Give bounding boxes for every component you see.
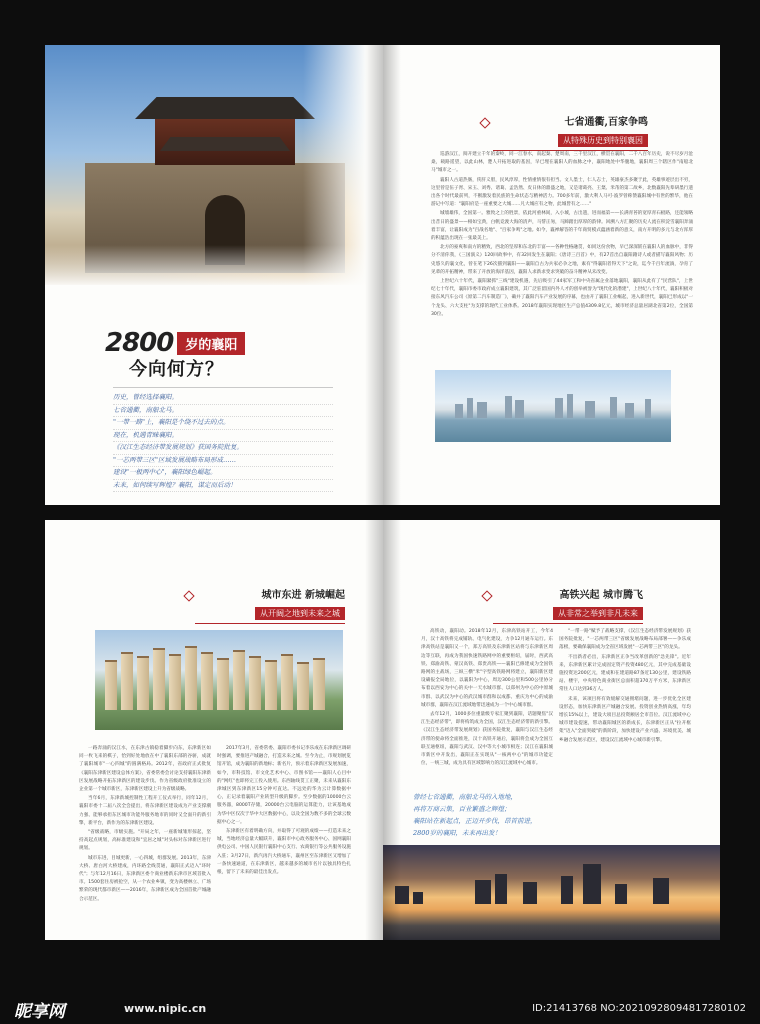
paragraph: 高铁动，襄阳动。2018年12月，东津高铁站开工，今年4月，汉十高铁将完成铺轨、电气化建设，力争12月通车运行。东津高铁站是襄阳又一个，郑万高铁及东津新区站将与东津新区周边等互联，再成为我国快速铁路网中的重要枢纽，届时，西武高铁、郑渝高铁、蒙汉高铁、郑贵高铁——襄阳已修建成为全国铁路网的主战场，三纵三横"米"字型高铁路网将建立，襄阳新区建设确报全局地位，以襄阳为中心，周边300公里和500公里协分布着以西安为中心的关中一天水城市群、以郑州为中心的中原城市群、以武汉为中心的武汉城市群和以成都、重庆为中心的成渝城市群，襄阳在汉江流域地带迅速成为一个中心城市群。 — [421, 629, 553, 708]
section-title: 城市东进 新城崛起 — [261, 590, 345, 601]
poem-line: "一芯两带三区"区域发展战略布局形成…… — [113, 455, 333, 468]
article-body-col1 — [79, 745, 211, 905]
paragraph: 巡游汉江，阅开建立千年的秦岭，同一江春水，南起秦、楚周南，三千里汉江，横贯在襄阳，二千八百年历史，说不尽岁月沧桑，载路遥望，以此山林，楚人开拓进取的基因，早已埋在襄阳人的血脉之中，襄阳地处中华腹地，襄阳周三个辖区作"南船北马"城市之一。 — [431, 152, 693, 174]
tower-block — [185, 646, 197, 710]
skyline-building — [467, 398, 473, 418]
ribbon-line: 2800岁的襄阳，未来再出发！ — [413, 829, 502, 837]
tower-block — [153, 648, 165, 710]
skyline-building — [567, 394, 573, 418]
paragraph: 上世纪六十年代，襄阳紧抓"三线"建设机遇，先后吸引了44家军工和中央省属企业落地襄阳，襄阳从此有了"民营队"，上世纪七十年代，襄阳市委市政府成立襄阳建筑，其广泛驻留国内外人才的创举被誉为"现代化的潜建"，上世纪八十年代，襄阳积极对接东风汽车公司《原第二汽车制造厂》，确并了襄阳汽车产业发展的序幕，也由开了襄阳工业崛起，进入新世代，襄阳已形成以"一个龙头、六大支柱"为支撑的现代工业体系。2018年襄阳实现地区生产总值4309.8亿元，城市经济总量居湖北省第2位，全国第30位。 — [431, 279, 693, 317]
gutter-shadow — [383, 45, 401, 505]
section-diamond-icon — [479, 117, 490, 128]
page-history-article — [383, 45, 720, 505]
section-diamond-icon — [481, 590, 492, 601]
tower-block — [217, 658, 229, 710]
tower-block — [169, 654, 181, 710]
gutter-shadow — [383, 520, 401, 940]
paragraph: 2017年3月，省委常委、襄阳市委书记李乐成在东津新区调研时强调，要推进产城融合，打造未来之城。至今为止，市规划展览馆开馆，成为襄阳的新地标；新名片，预示着东津新区发展加速，如今，市科技馆、市文化艺术中心、市图书馆——襄阳人心目中的"网红"也即将完工投入使用。东西轴线贯工正聚，未来从襄阳东津城区到东津新区15分钟可直达。不远处的华为云计算数据中心，正记录着襄阳产业转型升级的脚步。至少数据的10000台云服务器，8000T存储，20000台云电脑的运算能力，让该基地成为华中区仅次于华中大区数据中心，以及全国为数不多的全球云数据中心之一。 — [217, 746, 351, 825]
tower-block — [281, 654, 293, 710]
poem-line: 建设"一极两中心"，襄阳绿色崛起。 — [113, 467, 333, 480]
gutter-shadow — [365, 45, 383, 505]
tower-block — [313, 658, 325, 710]
title-number: 2800 — [105, 328, 174, 358]
section-title: 高铁兴起 城市腾飞 — [559, 590, 643, 601]
section-heading — [493, 113, 648, 151]
gutter-shadow — [365, 520, 383, 940]
tower-block — [233, 650, 245, 710]
ribbon-line: 再将万商云集，百业繁盛之辉煌； — [413, 805, 511, 813]
skyline-building — [413, 892, 423, 904]
watermark-logo: 昵享网 — [14, 1002, 65, 1022]
skyline-building — [515, 400, 524, 418]
paragraph: 襄阳人古道热肠，侠肝义胆，民风淳厚，性情重情很有担当。文人墨士，仁人志士，英雄豪杰多聚于此，英雄事迹层出不穷，这里曾是伍子胥、宋玉、刘秀、诸葛、孟浩然、皮日休的鼎盛之地，又是诸葛亮、王粲、米芾的第二故乡，北数襄阳先辈研墨行遗出各个时代最前列，不断激发着民族的生命状态与精神活力。700多年前，激大利人马可·波罗曾称赞襄阳城中有世的繁华，他在游记中写道："襄阳府是一座重要之大城……凡大城应有之物，此城皆有之……" — [431, 177, 693, 208]
skyline-building — [455, 404, 463, 418]
page-new-district — [45, 520, 383, 940]
gate-roof — [135, 97, 315, 119]
paragraph: "一带一路"赋予了战略支撑，《汉江生态经济带发展规划》获国务院批复，"一芯两带三区"省级发展战略布局部署——争乐成落榜，要确保襄阳成为全省区域发展"一芯两带三区"的龙头。 — [559, 629, 691, 651]
title-tag: 岁的襄阳 — [177, 332, 245, 355]
poem-line: 七省通衢，南船北马。 — [113, 405, 333, 418]
tower-block — [137, 656, 149, 710]
paragraph: 城墙雄伟，全国第一。雅致之上的胜景，依此河重林间，入小城，古出遗，进而福第——长满青苔的宽厚青石板路，还能领略出昔日的盛景——相如宝典，白帆竞渡大海的清声，马帮正匆，马蹄踏出厚厚的韵律。回溯八方汇聚的历史人流在积淀雪襄阳奔涌着丰富，让襄阳成为"百战名地"、"百家争鸣"之地。如今，襄禅解答的千年商贸模式蕴涵着新的意义，南方开明的多元与北方浑厚的积蕴浩出现在一张最美上。 — [431, 211, 693, 242]
paragraph: 一路奔涌的汉江水，在东津古镇稳着脚步向东，东津新区如同一枚飞来的棋子，恰到好处地放在中了襄阳东部的谷骈，成就了襄阳城市"一心四城"的圆满格局。2012年，省政府正式批复《襄阳东津新区建设总体方案》，省委常委会讨论支持襄阳东津新区发展战略开拓东津新区的建设步伐。作为省级政府批准设立的企业第一个城市新区，东津新区建设上升为省级战略。 — [79, 746, 211, 793]
skyline-building — [555, 398, 563, 418]
skyline-building — [475, 880, 491, 904]
page-history-cover — [45, 45, 383, 505]
section-rule — [493, 623, 643, 624]
residential-towers-photo — [95, 630, 343, 730]
poem-line: 现在，机遇青睐襄阳。 — [113, 430, 333, 443]
paragraph: 北方的豪爽和南方的精致，西北的坚厚和东北的丰富——各种性格融贯，如同这份食物，早已深深嵌在襄阳人的血脉中，非得分不清你我，《三国演义》120回故事中，有32回发生在襄阳；《唐诗三百首》中，有27首出自襄阳籍诗人或者描写襄阳风物；历史悠久的襄文化，曾在笔下26次描到襄阳——襄阳自古为兵家必争之地，素有"得襄阳者得天下"之说，迄今千百年流淌，孕育了见辈的开拓精神，带来了开放的海洋基因，襄阳人求新求变求突破的奋斗精神从未改变。 — [431, 245, 693, 275]
page-high-speed-rail — [383, 520, 720, 940]
skyline-building — [645, 399, 651, 418]
tower-block — [249, 656, 261, 710]
skyline-building — [523, 882, 537, 904]
paragraph: 去年12月，1000多位重量级专家汇聚到襄阳，话题聚焦"汉江生态经济带"，即将构筑成为全国，汉江生态经济带的新引擎。《汉江生态经济带发展规划》获国务院批复，襄阳与汉江生态经济带的使命将全面推进，汉十高铁开通后，襄阳将会成为全国互联互通枢纽，襄阳与武汉、汉中等大小城市相连；汉江在襄阳城市新区中开发出，襄阳正在实现从"一核两中心"的城市功能定位，一统三城，成为具有区域影响力的汉江流域中心城市。 — [421, 712, 553, 767]
tower-block — [201, 652, 213, 710]
section-tagline: 从开阔之地到未来之城 — [255, 607, 345, 620]
section-tagline: 从非常之举到非凡未来 — [553, 607, 643, 620]
article-body-col1 — [421, 628, 553, 769]
skyline-building — [585, 401, 595, 418]
skyline-building — [615, 884, 627, 904]
tower-block — [121, 652, 133, 710]
section-tagline: 从特殊历史到特别襄因 — [558, 134, 648, 147]
skyline-building — [561, 876, 573, 904]
gate-roof-lower — [160, 137, 290, 151]
article-body-col2 — [559, 628, 691, 746]
section-heading — [195, 586, 345, 624]
sunset-skyline-photo — [383, 845, 720, 940]
paragraph: 当年6月，东津新城控制性工程开工仪式举行，同年12月，襄阳市委十二届八次全会提出，将东津新区建设成为产业支撑潮力强、能够承担东区城市功能外服务地市的同时又全面升的新引擎，新平台，新作为的东津新区建设。 — [79, 796, 211, 826]
article-body-col2 — [217, 745, 351, 878]
paragraph: 不出新者必出，东津新区正争当改革创新的"急先锋"。近年来，东津新区累计完成固定资产投资480亿元，其中完成基础设施投资达200亿元，建成和在建道路87条近130公里，建设铁路站、楼宇，中央特色商业街区总面积超370万平方米，东津新区常住人口达到36万人。 — [559, 654, 691, 693]
tower-block — [297, 662, 309, 710]
poem-line: 未来，如何续写辉煌？襄阳，谋定而后动！ — [113, 480, 333, 493]
skyline-building — [625, 403, 634, 418]
article-body — [431, 151, 693, 320]
section-rule — [195, 623, 345, 624]
watermark-url: www.nipic.cn — [124, 1002, 207, 1015]
ancient-city-gate-photo — [45, 45, 383, 285]
section-diamond-icon — [183, 590, 194, 601]
skyline-building — [653, 878, 669, 904]
cover-title — [105, 328, 245, 358]
paragraph: 城市东进，目城更新，一心四城，组群发展。2013年，东津大桥、唐白河大桥建成，内环路全线贯通，襄阳正式迈入"环时代"；与年12月16日，东津新区委个商业楼新东津市区域首批入市。1500套住房被抢空，从一个农业乡镇，变为高楼林立、广场繁荣的现代都市新区——2016年，东津新区成为全国首批产城融合示范区。 — [79, 855, 211, 902]
intro-poem — [113, 387, 333, 492]
ribbon-line: 襄阳站在新起点，正迈开步伐，昂首前进， — [413, 817, 537, 825]
poem-line: "一带一路"上，襄阳是个绕不过去的点。 — [113, 417, 333, 430]
poem-line: 《汉江生态经济带发展规划》获国务院批复。 — [113, 442, 333, 455]
paragraph: 未来，该项目将有效缓解交通拥堵问题，进一步优化全区建设形态，加快东津新区产城融合发展。投资创业热情高涨，年均增长15%以上，建设大项目总投资额居全市首位。汉江流域中心城市建设提速，带动襄阳城区的新成长，东津新区正从"拉开框架"迈入"全面突破"的新阶段，加快建设产业兴盛、环境优美、城乡融合发展示范区，建设汉江流域中心城市新引擎。 — [559, 696, 691, 743]
poem-line: 历史，曾经选择襄阳。 — [113, 392, 333, 405]
cover-subtitle: 今向何方？ — [129, 359, 224, 380]
ribbon-line: 曾经七省通衢，南船北马的入地地， — [413, 793, 517, 801]
section-title: 七省通衢,百家争鸣 — [564, 117, 648, 128]
tower-block — [265, 660, 277, 710]
paragraph: "省级战略，市级实施。"开局之年，一座新城雏形掠起，坚持高起点规划，高标准建设和"宜居之城"对头标对东津新区进行规划。 — [79, 830, 211, 852]
paragraph: 东津新区有着明确方向，并取得了可观的成绩——打造未来之城，当地经济总量大幅跃升，襄阳市中心政务服务中心、国网襄阳供电公司、中国人民银行襄阳中心支行、农商银行等公共服务设施入驻；3月27日，新汽再汽大桥通车，襄州区至东津新区又增加了一条快速通道，在东津新区，越来越多的城市名片以独具特色扎根，留下了未来的最佳出发点。 — [217, 829, 351, 876]
tower-block — [105, 660, 117, 710]
skyline-building — [495, 874, 507, 904]
skyline-building — [505, 396, 512, 418]
section-heading — [493, 586, 643, 624]
skyline-building — [477, 402, 487, 418]
skyline-building — [583, 864, 601, 904]
riverside-skyline-photo — [435, 370, 671, 442]
watermark-id: ID:21413768 NO:20210928094817280102 — [532, 1003, 746, 1014]
skyline-building — [610, 397, 617, 418]
